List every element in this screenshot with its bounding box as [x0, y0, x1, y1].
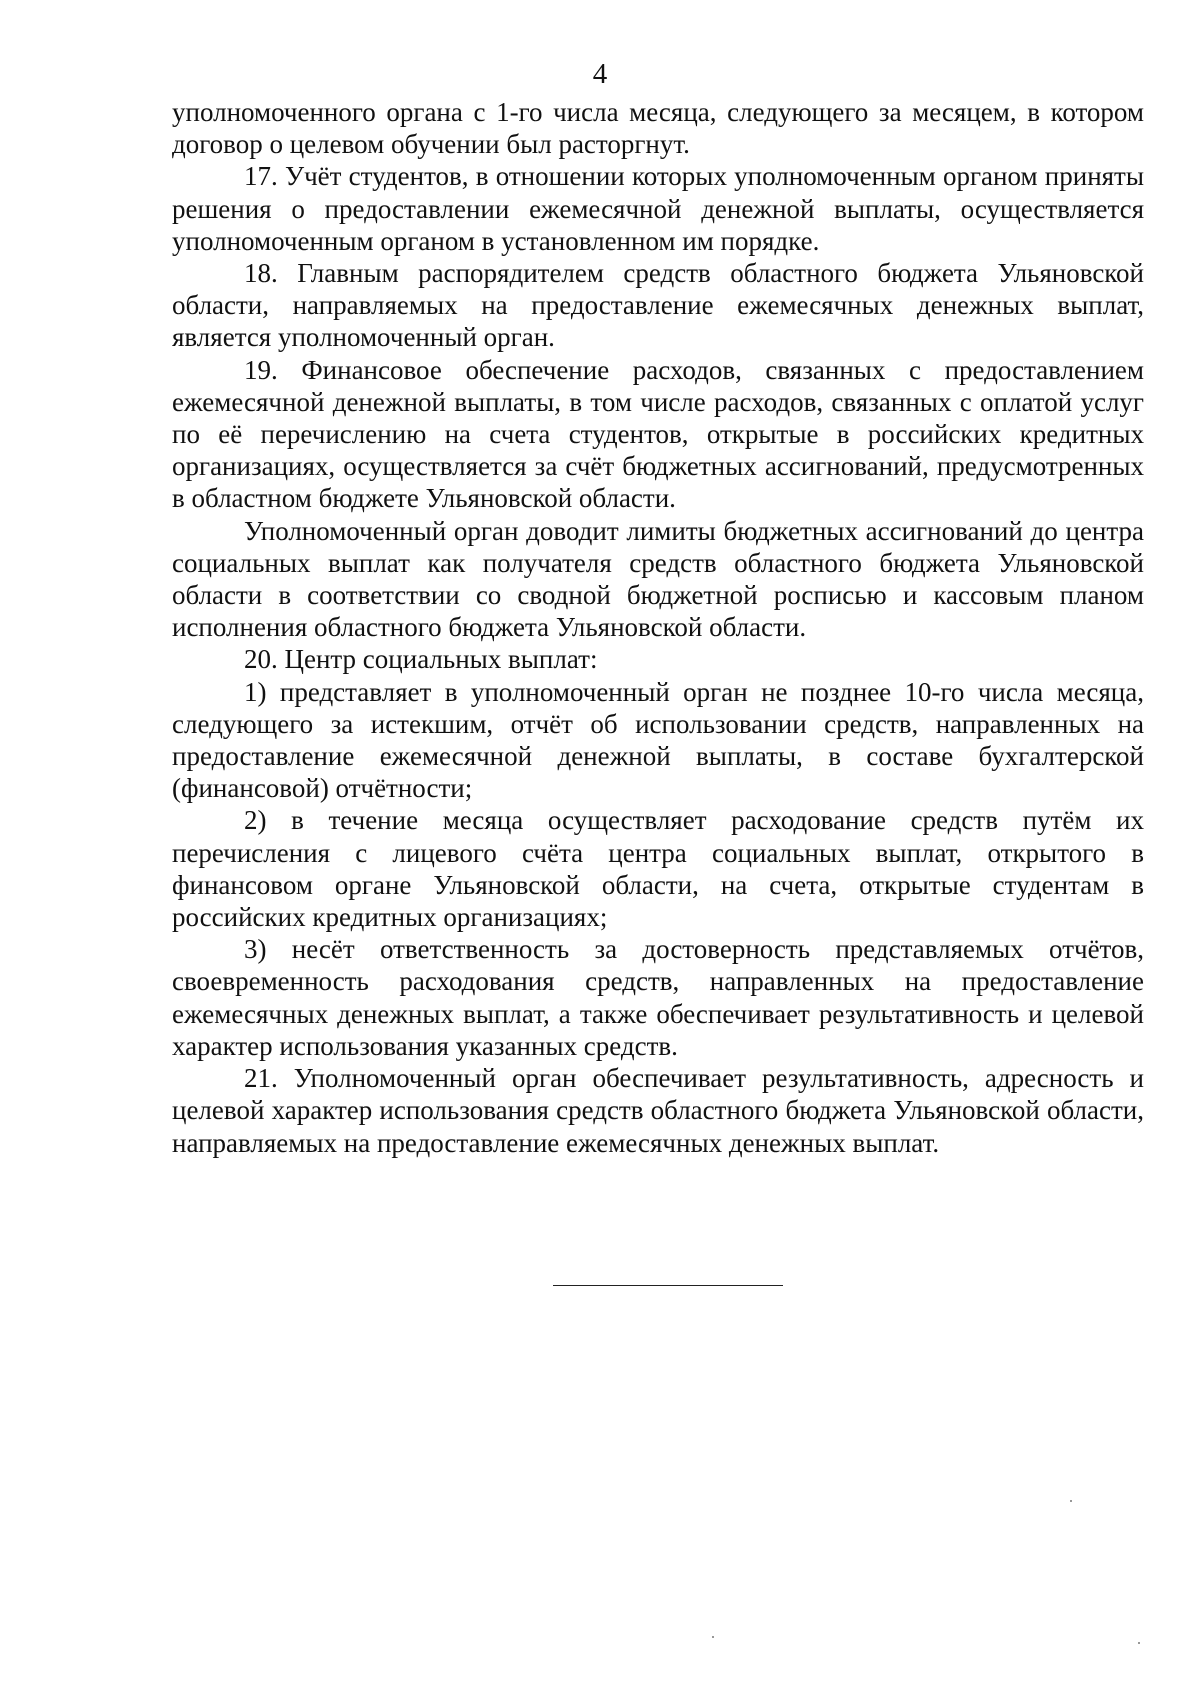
- page-number: 4: [592, 58, 608, 90]
- paragraph-20-item-1: 1) представляет в уполномоченный орган не позднее 10-го числа месяца, следующего за истекшим, отчёт об использовании средств, направленных на предоставление ежемесячной денежной выплаты, в составе бухгалтерской (финансовой) отчётности;: [172, 676, 1144, 804]
- paragraph-17: 17. Учёт студентов, в отношении которых уполномоченным органом приняты решения о предоставлении ежемесячной денежной выплаты, осуществляется уполномоченным органом в установленном им порядке.: [172, 161, 1144, 256]
- end-separator-line: [553, 1285, 783, 1286]
- paragraph-20: 20. Центр социальных выплат:: [244, 644, 598, 675]
- document-body: [172, 96, 1144, 1159]
- paragraph-continuation: уполномоченного органа с 1-го числа месяца, следующего за месяцем, в котором договор о целевом обучении был расторгнут.: [172, 97, 1144, 160]
- paragraph-18: 18. Главным распорядителем средств областного бюджета Ульяновской области, направляемых на предоставление ежемесячных денежных выплат, является уполномоченный орган.: [172, 258, 1144, 353]
- paragraph-21: 21. Уполномоченный орган обеспечивает результативность, адресность и целевой характер использования средств областного бюджета Ульяновской области, направляемых на предоставление ежемесячных денежных выплат.: [172, 1063, 1144, 1158]
- paragraph-20-item-3: 3) несёт ответственность за достоверность представляемых отчётов, своевременность расходования средств, направленных на предоставление ежемесячных денежных выплат, а также обеспечивает результативность и целевой характер использования указанных средств.: [172, 934, 1144, 1061]
- scan-speck: [1070, 1500, 1072, 1502]
- paragraph-20-item-2: 2) в течение месяца осуществляет расходование средств путём их перечисления с лицевого счёта центра социальных выплат, открытого в финансовом органе Ульяновской области, на счета, открытые студентам в российских кредитных организациях;: [172, 805, 1144, 933]
- scan-speck: [1138, 1642, 1140, 1644]
- paragraph-19-limits: Уполномоченный орган доводит лимиты бюджетных ассигнований до центра социальных выплат как получателя средств областного бюджета Ульяновской области в соответствии со сводной бюджетной росписью и кассовым планом исполнения областного бюджета Ульяновской области.: [172, 515, 1144, 643]
- scan-speck: [712, 1636, 714, 1638]
- paragraph-19: 19. Финансовое обеспечение расходов, связанных с предоставлением ежемесячной денежной выплаты, в том числе расходов, связанных с оплатой услуг по её перечислению на счета студентов, открытые в российских кредитных организациях, осуществляется за счёт бюджетных ассигнований, предусмотренных в областном бюджете Ульяновской области.: [172, 354, 1144, 514]
